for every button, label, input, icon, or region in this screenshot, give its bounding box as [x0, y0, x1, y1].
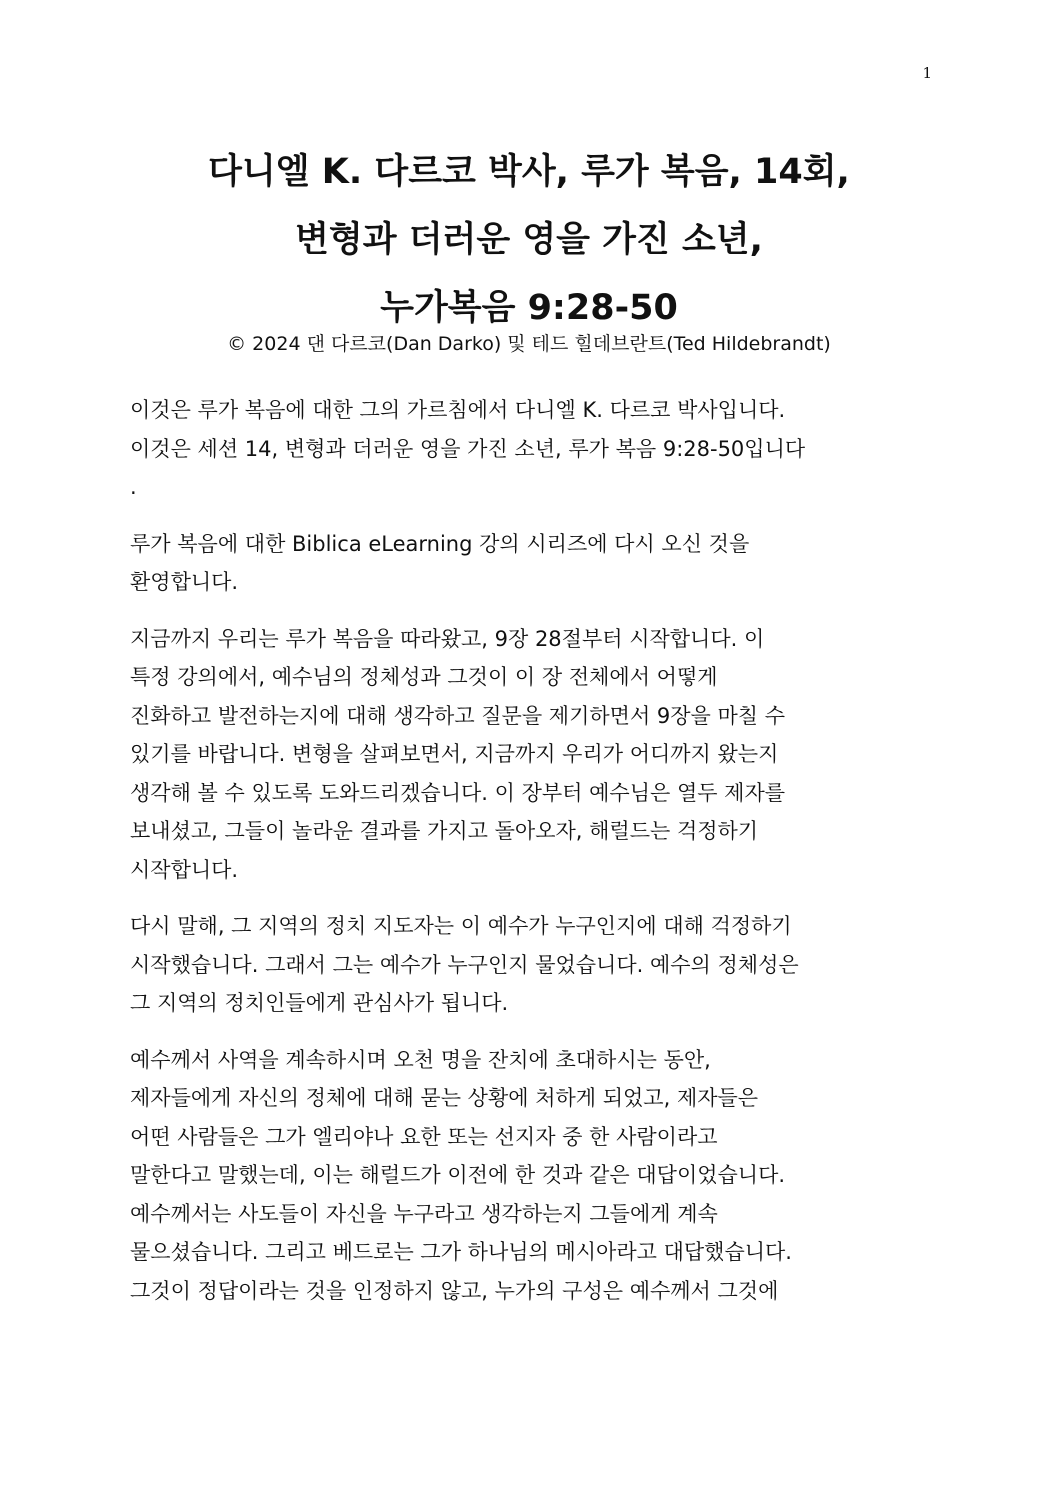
text-line: 그 지역의 정치인들에게 관심사가 됩니다. — [130, 991, 509, 1015]
text-line: . — [130, 475, 137, 499]
copyright-notice: © 2024 댄 다르코(Dan Darko) 및 테드 힐데브란트(Ted Hildebrandt) — [227, 333, 831, 355]
text-line: 시작했습니다. 그래서 그는 예수가 누구인지 물었습니다. 예수의 정체성은 — [130, 952, 799, 977]
paragraph-5 — [130, 1041, 930, 1311]
text-line: 예수께서는 사도들이 자신을 누구라고 생각하는지 그들에게 계속 — [130, 1201, 718, 1226]
title-line-3: 누가복음 9:28-50 — [380, 288, 678, 328]
paragraph-4 — [130, 907, 930, 1023]
text-line: 이것은 세션 14, 변형과 더러운 영을 가진 소년, 루가 복음 9:28-50입니다 — [130, 436, 806, 461]
text-line: 어떤 사람들은 그가 엘리야나 요한 또는 선지자 중 한 사람이라고 — [130, 1124, 718, 1149]
text-line: 환영합니다. — [130, 570, 239, 594]
text-line: 생각해 볼 수 있도록 도와드리겠습니다. 이 장부터 예수님은 열두 제자를 — [130, 780, 786, 805]
text-line: 시작합니다. — [130, 857, 239, 882]
text-line: 다시 말해, 그 지역의 정치 지도자는 이 예수가 누구인지에 대해 걱정하기 — [130, 914, 792, 938]
text-line: 그것이 정답이라는 것을 인정하지 않고, 누가의 구성은 예수께서 그것에 — [130, 1278, 779, 1303]
text-line: 예수께서 사역을 계속하시며 오천 명을 잔치에 초대하시는 동안, — [130, 1047, 711, 1072]
text-line: 있기를 바랍니다. 변형을 살펴보면서, 지금까지 우리가 어디까지 왔는지 — [130, 742, 779, 766]
text-line: 루가 복음에 대한 Biblica eLearning 강의 시리즈에 다시 오신 것을 — [130, 531, 750, 556]
title-line-1: 다니엘 K. 다르코 박사, 루가 복음, 14회, — [208, 152, 850, 192]
document-title — [0, 138, 1058, 342]
text-line: 보내셨고, 그들이 놀라운 결과를 가지고 돌아오자, 해럴드는 걱정하기 — [130, 819, 759, 843]
text-line: 제자들에게 자신의 정체에 대해 묻는 상황에 처하게 되었고, 제자들은 — [130, 1086, 759, 1110]
text-line: 말한다고 말했는데, 이는 해럴드가 이전에 한 것과 같은 대답이었습니다. — [130, 1163, 786, 1187]
body-text — [130, 391, 930, 1328]
text-line: 특정 강의에서, 예수님의 정체성과 그것이 이 장 전체에서 어떻게 — [130, 665, 718, 689]
text-line: 진화하고 발전하는지에 대해 생각하고 질문을 제기하면서 9장을 마칠 수 — [130, 703, 786, 728]
paragraph-2 — [130, 525, 930, 602]
title-line-2: 변형과 더러운 영을 가진 소년, — [295, 220, 763, 260]
text-line: 물으셨습니다. 그리고 베드로는 그가 하나님의 메시아라고 대답했습니다. — [130, 1240, 792, 1264]
paragraph-1 — [130, 391, 930, 507]
paragraph-3 — [130, 620, 930, 890]
text-line: 이것은 루가 복음에 대한 그의 가르침에서 다니엘 K. 다르코 박사입니다. — [130, 398, 786, 422]
page-number: 1 — [922, 64, 932, 82]
text-line: 지금까지 우리는 루가 복음을 따라왔고, 9장 28절부터 시작합니다. 이 — [130, 626, 765, 651]
